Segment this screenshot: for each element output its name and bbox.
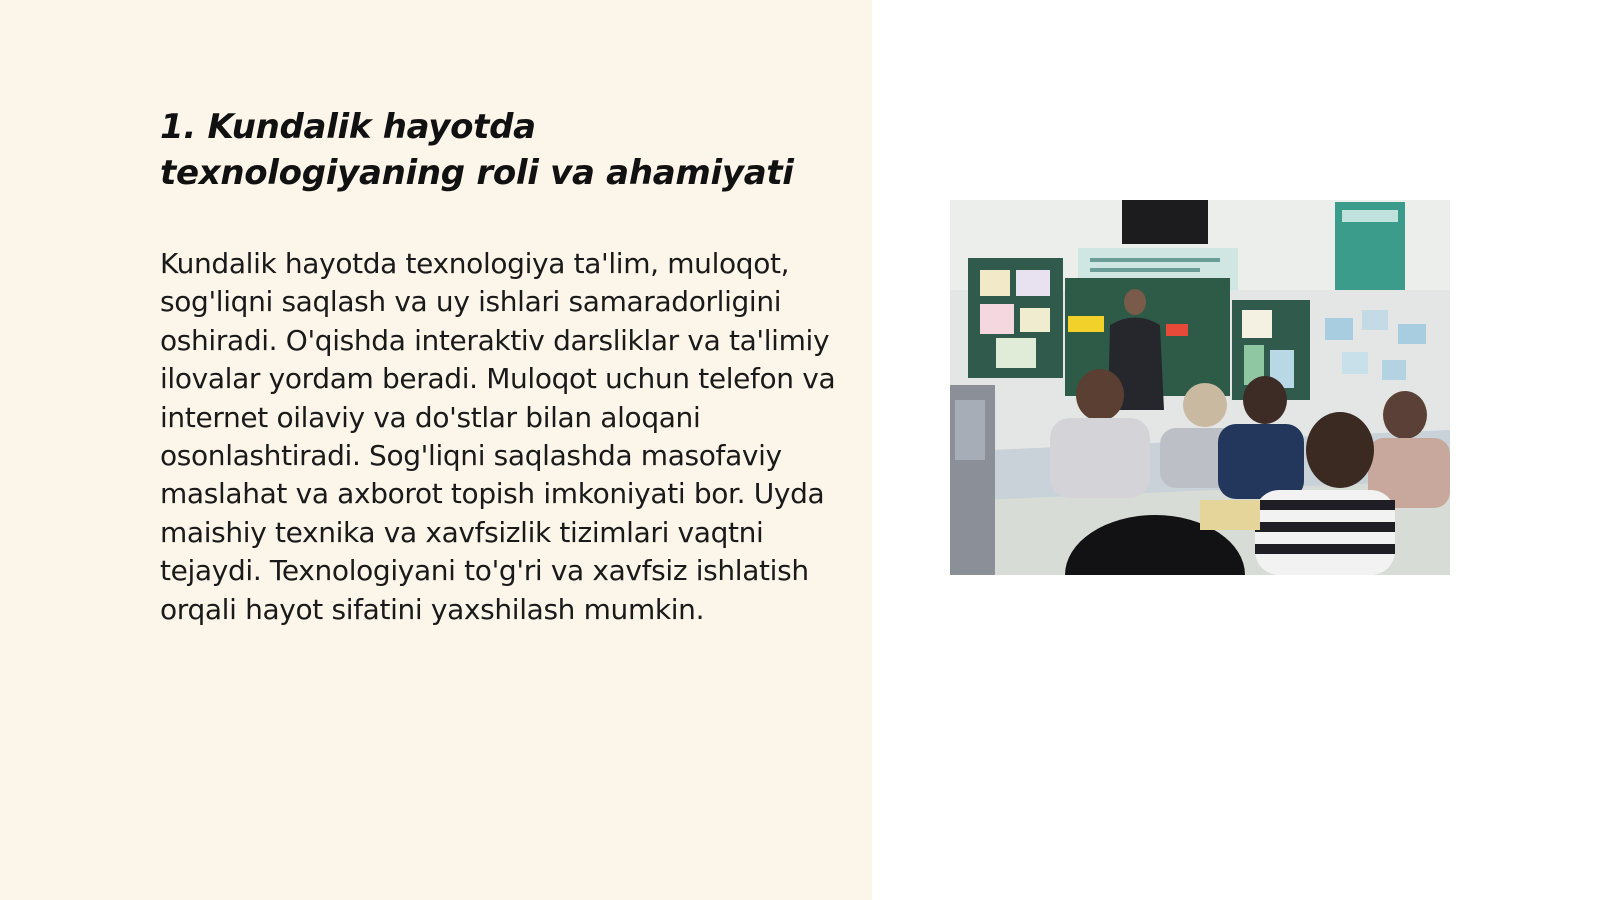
slide-body-text: Kundalik hayotda texnologiya ta'lim, muloqot, sog'liqni saqlash va uy ishlari samaradorligini oshiradi. O'qishda interaktiv darsliklar va ta'limiy ilovalar yordam beradi. Muloqot uchun telefon va internet oilaviy va do'stlar bilan aloqani osonlashtiradi. Sog'liqni saqlashda masofaviy maslahat va axborot topish imkoniyati bor. Uyda maishiy texnika va xavfsizlik tizimlari vaqtni tejaydi. Texnologiyani to'g'ri va xavfsiz ishlatish orqali hayot sifatini yaxshilash mumkin. (160, 247, 836, 626)
classroom-photo (950, 200, 1450, 575)
slide-title: 1. Kundalik hayotda texnologiyaning roli va ahamiyati (160, 107, 794, 193)
